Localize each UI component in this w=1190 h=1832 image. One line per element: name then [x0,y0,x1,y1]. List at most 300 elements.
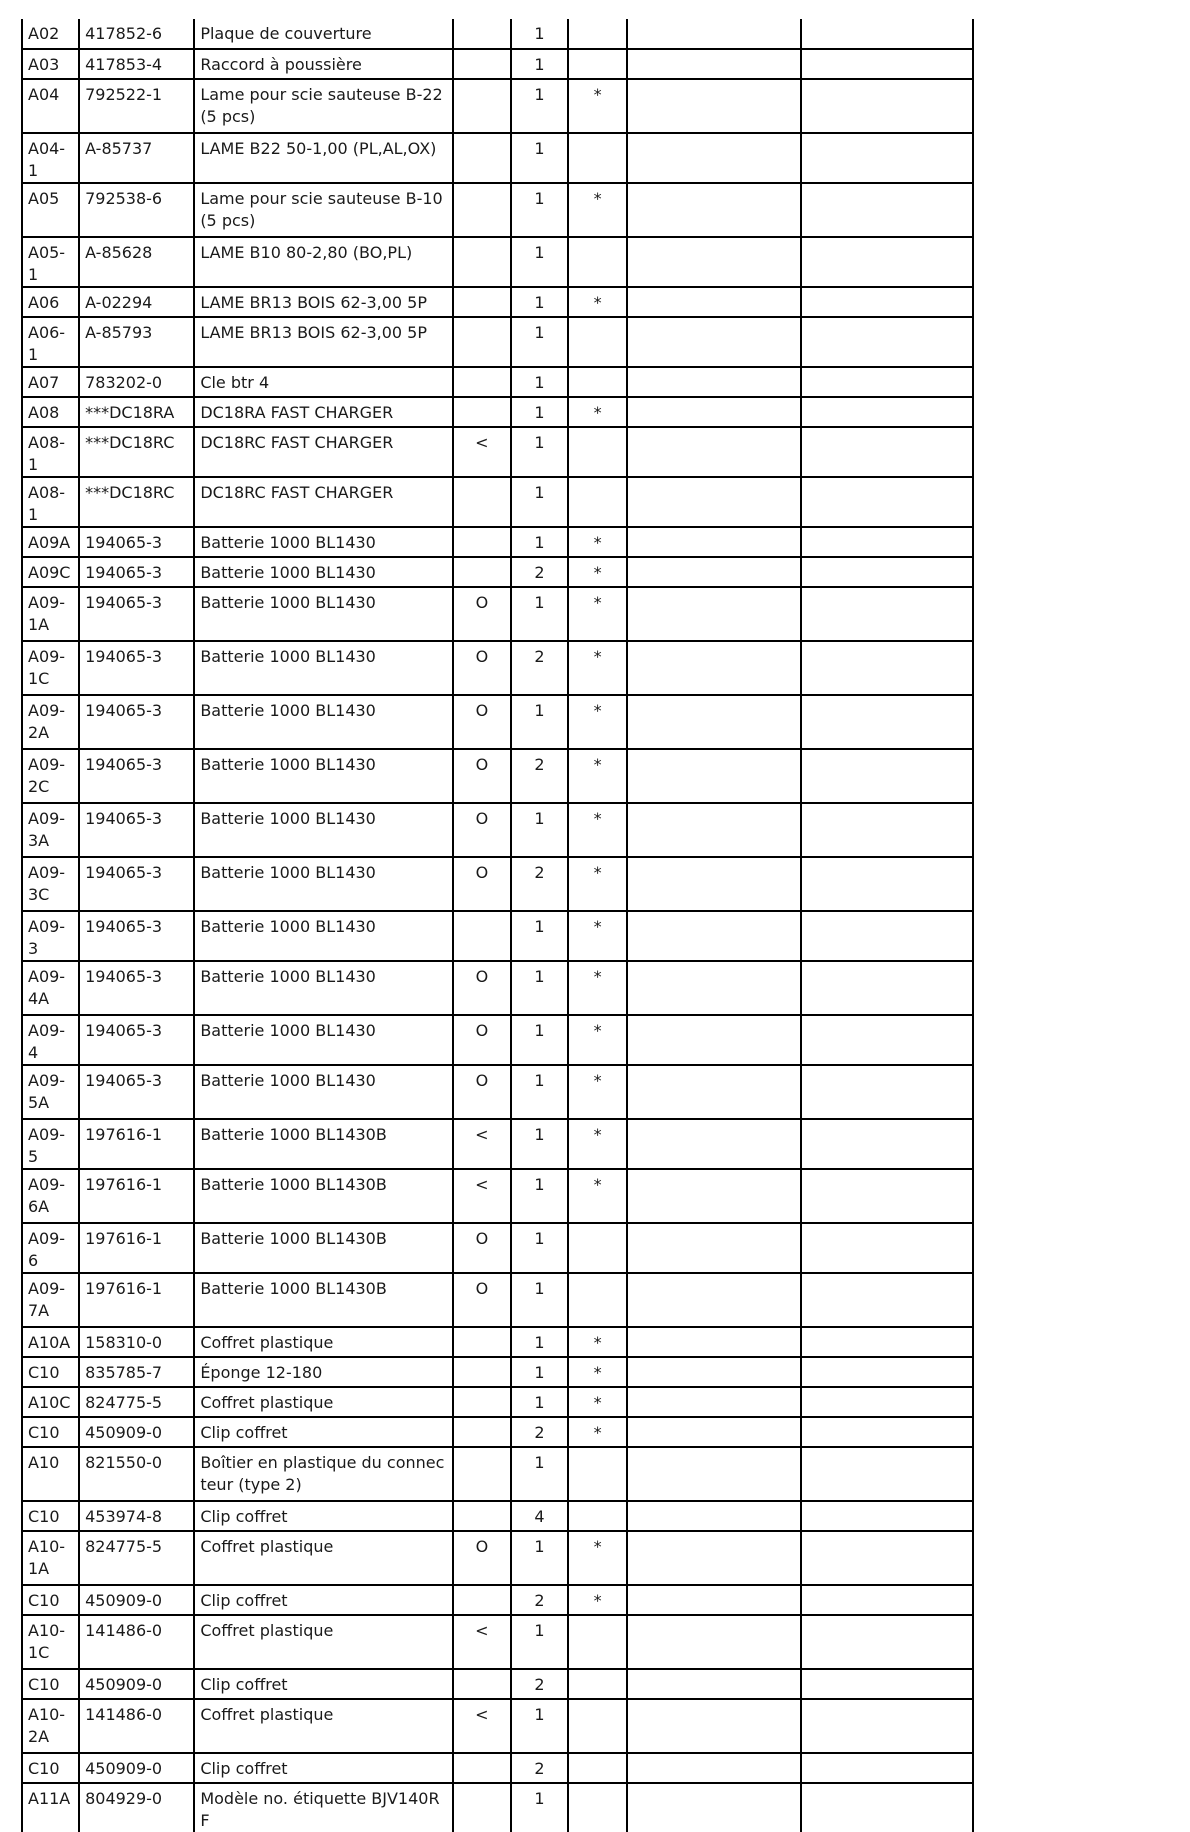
table-row [22,557,973,587]
item-ref-cell: A09-3A [22,803,79,857]
asterisk-cell [568,1699,627,1753]
asterisk-cell [568,1501,627,1531]
quantity-cell: 4 [511,1501,568,1531]
description-cell: Batterie 1000 BL1430 [194,527,452,557]
empty-cell [801,79,973,133]
item-ref-cell: A09-5 [22,1119,79,1169]
asterisk-cell: * [568,961,627,1015]
item-ref-cell: A08-1 [22,427,79,477]
part-number-cell: 417853-4 [79,49,194,79]
quantity-cell: 1 [511,477,568,527]
asterisk-cell: * [568,1015,627,1065]
marker-cell [453,317,511,367]
description-cell: Clip coffret [194,1585,452,1615]
table-row [22,1753,973,1783]
quantity-cell: 1 [511,1327,568,1357]
quantity-cell: 2 [511,557,568,587]
marker-cell [453,1501,511,1531]
item-ref-cell: A09-2C [22,749,79,803]
quantity-cell: 1 [511,1615,568,1669]
empty-cell [801,641,973,695]
item-ref-cell: A06-1 [22,317,79,367]
quantity-cell: 1 [511,79,568,133]
empty-cell [801,527,973,557]
quantity-cell: 2 [511,1669,568,1699]
table-row [22,641,973,695]
part-number-cell: 194065-3 [79,749,194,803]
empty-cell [627,1065,800,1119]
quantity-cell: 1 [511,527,568,557]
empty-cell [627,557,800,587]
quantity-cell: 2 [511,641,568,695]
table-row [22,237,973,287]
item-ref-cell: A09-3C [22,857,79,911]
marker-cell [453,1417,511,1447]
asterisk-cell: * [568,287,627,317]
description-cell: Batterie 1000 BL1430 [194,749,452,803]
part-number-cell: 783202-0 [79,367,194,397]
quantity-cell: 1 [511,1273,568,1327]
description-cell: Cle btr 4 [194,367,452,397]
empty-cell [801,19,973,49]
part-number-cell: ***DC18RA [79,397,194,427]
asterisk-cell: * [568,397,627,427]
item-ref-cell: A03 [22,49,79,79]
part-number-cell: 197616-1 [79,1223,194,1273]
empty-cell [627,911,800,961]
empty-cell [627,317,800,367]
marker-cell [453,557,511,587]
table-row [22,1015,973,1065]
asterisk-cell: * [568,1417,627,1447]
description-cell: Batterie 1000 BL1430 [194,641,452,695]
empty-cell [627,1273,800,1327]
asterisk-cell: * [568,1327,627,1357]
part-number-cell: 197616-1 [79,1273,194,1327]
quantity-cell: 2 [511,857,568,911]
item-ref-cell: A02 [22,19,79,49]
empty-cell [801,1387,973,1417]
empty-cell [627,961,800,1015]
empty-cell [801,857,973,911]
empty-cell [627,1119,800,1169]
description-cell: Clip coffret [194,1669,452,1699]
quantity-cell: 2 [511,1417,568,1447]
quantity-cell: 1 [511,587,568,641]
empty-cell [627,527,800,557]
marker-cell: < [453,1169,511,1223]
marker-cell [453,1447,511,1501]
marker-cell: < [453,1119,511,1169]
asterisk-cell [568,49,627,79]
empty-cell [627,1327,800,1357]
empty-cell [627,1669,800,1699]
empty-cell [627,133,800,183]
table-row [22,527,973,557]
empty-cell [801,133,973,183]
quantity-cell: 1 [511,19,568,49]
part-number-cell: 821550-0 [79,1447,194,1501]
quantity-cell: 1 [511,1387,568,1417]
table-row [22,1699,973,1753]
quantity-cell: 1 [511,397,568,427]
quantity-cell: 1 [511,1065,568,1119]
description-cell: Raccord à poussière [194,49,452,79]
empty-cell [801,477,973,527]
table-row [22,477,973,527]
table-row [22,1531,973,1585]
description-cell: Boîtier en plastique du connecteur (type 2) [194,1447,452,1501]
marker-cell: O [453,749,511,803]
table-row [22,695,973,749]
marker-cell: O [453,857,511,911]
quantity-cell: 1 [511,287,568,317]
marker-cell: O [453,587,511,641]
asterisk-cell [568,477,627,527]
asterisk-cell [568,237,627,287]
table-row [22,587,973,641]
quantity-cell: 1 [511,1223,568,1273]
asterisk-cell: * [568,641,627,695]
description-cell: Batterie 1000 BL1430 [194,1065,452,1119]
item-ref-cell: C10 [22,1501,79,1531]
asterisk-cell: * [568,803,627,857]
description-cell: Coffret plastique [194,1327,452,1357]
description-cell: Batterie 1000 BL1430 [194,911,452,961]
empty-cell [801,1699,973,1753]
item-ref-cell: A09-6A [22,1169,79,1223]
asterisk-cell [568,133,627,183]
marker-cell [453,367,511,397]
marker-cell [453,133,511,183]
description-cell: Coffret plastique [194,1531,452,1585]
part-number-cell: 194065-3 [79,527,194,557]
asterisk-cell [568,427,627,477]
empty-cell [801,49,973,79]
description-cell: Clip coffret [194,1753,452,1783]
empty-cell [801,1447,973,1501]
empty-cell [801,287,973,317]
asterisk-cell: * [568,183,627,237]
table-row [22,1065,973,1119]
empty-cell [627,1015,800,1065]
table-row [22,1669,973,1699]
item-ref-cell: A08 [22,397,79,427]
table-row [22,427,973,477]
quantity-cell: 1 [511,961,568,1015]
description-cell: Batterie 1000 BL1430B [194,1119,452,1169]
item-ref-cell: A09C [22,557,79,587]
table-row [22,1273,973,1327]
table-row [22,1223,973,1273]
quantity-cell: 1 [511,1119,568,1169]
empty-cell [801,1015,973,1065]
empty-cell [801,183,973,237]
description-cell: Batterie 1000 BL1430 [194,587,452,641]
empty-cell [801,1065,973,1119]
quantity-cell: 1 [511,1015,568,1065]
empty-cell [627,1585,800,1615]
asterisk-cell: * [568,1119,627,1169]
empty-cell [627,183,800,237]
marker-cell [453,527,511,557]
part-number-cell: 453974-8 [79,1501,194,1531]
empty-cell [801,695,973,749]
empty-cell [801,1615,973,1669]
quantity-cell: 1 [511,1531,568,1585]
description-cell: Batterie 1000 BL1430 [194,961,452,1015]
part-number-cell: A-85793 [79,317,194,367]
marker-cell: O [453,695,511,749]
quantity-cell: 1 [511,1357,568,1387]
quantity-cell: 1 [511,1169,568,1223]
marker-cell [453,1669,511,1699]
quantity-cell: 1 [511,695,568,749]
asterisk-cell: * [568,1585,627,1615]
table-row [22,1585,973,1615]
asterisk-cell [568,317,627,367]
part-number-cell: 824775-5 [79,1387,194,1417]
table-row [22,183,973,237]
description-cell: Clip coffret [194,1501,452,1531]
empty-cell [627,237,800,287]
description-cell: Coffret plastique [194,1615,452,1669]
marker-cell: < [453,1699,511,1753]
asterisk-cell [568,19,627,49]
quantity-cell: 1 [511,427,568,477]
part-number-cell: 194065-3 [79,557,194,587]
empty-cell [627,587,800,641]
empty-cell [627,1501,800,1531]
quantity-cell: 1 [511,183,568,237]
part-number-cell: 792522-1 [79,79,194,133]
empty-cell [801,1753,973,1783]
quantity-cell: 1 [511,1783,568,1832]
marker-cell [453,183,511,237]
asterisk-cell: * [568,1169,627,1223]
empty-cell [627,695,800,749]
table-row [22,1387,973,1417]
quantity-cell: 1 [511,803,568,857]
asterisk-cell [568,1615,627,1669]
description-cell: LAME BR13 BOIS 62-3,00 5P [194,317,452,367]
quantity-cell: 2 [511,1585,568,1615]
marker-cell [453,1387,511,1417]
part-number-cell: ***DC18RC [79,427,194,477]
part-number-cell: 194065-3 [79,857,194,911]
empty-cell [801,1223,973,1273]
table-row [22,49,973,79]
part-number-cell: 417852-6 [79,19,194,49]
quantity-cell: 1 [511,49,568,79]
table-row [22,367,973,397]
item-ref-cell: A10A [22,1327,79,1357]
description-cell: Batterie 1000 BL1430B [194,1223,452,1273]
part-number-cell: 194065-3 [79,803,194,857]
quantity-cell: 1 [511,237,568,287]
description-cell: Batterie 1000 BL1430B [194,1169,452,1223]
marker-cell [453,19,511,49]
quantity-cell: 1 [511,367,568,397]
empty-cell [801,237,973,287]
item-ref-cell: A10 [22,1447,79,1501]
empty-cell [627,1615,800,1669]
marker-cell [453,911,511,961]
asterisk-cell: * [568,527,627,557]
item-ref-cell: A08-1 [22,477,79,527]
item-ref-cell: A09A [22,527,79,557]
table-row [22,397,973,427]
table-row [22,1119,973,1169]
item-ref-cell: A09-4A [22,961,79,1015]
item-ref-cell: A07 [22,367,79,397]
description-cell: Batterie 1000 BL1430 [194,557,452,587]
empty-cell [801,367,973,397]
quantity-cell: 1 [511,317,568,367]
marker-cell: O [453,1223,511,1273]
part-number-cell: 194065-3 [79,911,194,961]
asterisk-cell: * [568,1387,627,1417]
part-number-cell: 450909-0 [79,1417,194,1447]
empty-cell [627,749,800,803]
item-ref-cell: A05-1 [22,237,79,287]
description-cell: DC18RC FAST CHARGER [194,427,452,477]
empty-cell [627,367,800,397]
item-ref-cell: A09-1C [22,641,79,695]
marker-cell [453,1783,511,1832]
empty-cell [627,1699,800,1753]
marker-cell [453,397,511,427]
part-number-cell: 824775-5 [79,1531,194,1585]
part-number-cell: 141486-0 [79,1615,194,1669]
description-cell: Batterie 1000 BL1430 [194,695,452,749]
description-cell: Batterie 1000 BL1430B [194,1273,452,1327]
table-row [22,317,973,367]
part-number-cell: 194065-3 [79,1015,194,1065]
part-number-cell: ***DC18RC [79,477,194,527]
quantity-cell: 1 [511,133,568,183]
description-cell: Coffret plastique [194,1699,452,1753]
marker-cell [453,1327,511,1357]
item-ref-cell: A09-6 [22,1223,79,1273]
empty-cell [801,1669,973,1699]
marker-cell [453,237,511,287]
marker-cell: O [453,1531,511,1585]
empty-cell [801,961,973,1015]
asterisk-cell: * [568,911,627,961]
empty-cell [627,19,800,49]
empty-cell [801,1357,973,1387]
marker-cell: O [453,1065,511,1119]
asterisk-cell: * [568,1065,627,1119]
marker-cell: O [453,641,511,695]
asterisk-cell: * [568,79,627,133]
item-ref-cell: A04 [22,79,79,133]
part-number-cell: A-85737 [79,133,194,183]
table-row [22,911,973,961]
asterisk-cell: * [568,857,627,911]
quantity-cell: 2 [511,1753,568,1783]
empty-cell [627,427,800,477]
item-ref-cell: A09-5A [22,1065,79,1119]
empty-cell [627,1531,800,1585]
empty-cell [627,397,800,427]
asterisk-cell [568,1273,627,1327]
item-ref-cell: C10 [22,1669,79,1699]
description-cell: Batterie 1000 BL1430 [194,803,452,857]
part-number-cell: 804929-0 [79,1783,194,1832]
marker-cell: < [453,427,511,477]
empty-cell [801,1169,973,1223]
marker-cell [453,1357,511,1387]
table-row [22,1447,973,1501]
asterisk-cell [568,1669,627,1699]
empty-cell [627,49,800,79]
table-row [22,79,973,133]
description-cell: LAME B10 80-2,80 (BO,PL) [194,237,452,287]
table-row [22,803,973,857]
description-cell: Batterie 1000 BL1430 [194,1015,452,1065]
empty-cell [627,1357,800,1387]
part-number-cell: 792538-6 [79,183,194,237]
asterisk-cell: * [568,587,627,641]
table-row [22,1615,973,1669]
empty-cell [801,1585,973,1615]
item-ref-cell: A11A [22,1783,79,1832]
marker-cell [453,1753,511,1783]
table-row [22,749,973,803]
empty-cell [627,1417,800,1447]
table-row [22,287,973,317]
marker-cell: < [453,1615,511,1669]
table-row [22,1783,973,1832]
part-number-cell: 835785-7 [79,1357,194,1387]
parts-table-body [22,19,973,1832]
part-number-cell: 194065-3 [79,695,194,749]
marker-cell: O [453,803,511,857]
empty-cell [801,587,973,641]
description-cell: LAME B22 50-1,00 (PL,AL,OX) [194,133,452,183]
empty-cell [627,287,800,317]
empty-cell [801,1501,973,1531]
description-cell: Clip coffret [194,1417,452,1447]
empty-cell [627,1753,800,1783]
description-cell: LAME BR13 BOIS 62-3,00 5P [194,287,452,317]
quantity-cell: 1 [511,1447,568,1501]
asterisk-cell: * [568,1531,627,1585]
part-number-cell: 450909-0 [79,1753,194,1783]
table-row [22,133,973,183]
empty-cell [801,1783,973,1832]
empty-cell [801,1327,973,1357]
part-number-cell: 194065-3 [79,641,194,695]
description-cell: DC18RC FAST CHARGER [194,477,452,527]
description-cell: Modèle no. étiquette BJV140RF [194,1783,452,1832]
asterisk-cell [568,1223,627,1273]
empty-cell [627,641,800,695]
item-ref-cell: A06 [22,287,79,317]
empty-cell [627,1169,800,1223]
asterisk-cell [568,1783,627,1832]
table-row [22,1417,973,1447]
part-number-cell: 158310-0 [79,1327,194,1357]
part-number-cell: 194065-3 [79,961,194,1015]
marker-cell: O [453,961,511,1015]
part-number-cell: A-02294 [79,287,194,317]
empty-cell [627,477,800,527]
table-row [22,1501,973,1531]
description-cell: Éponge 12-180 [194,1357,452,1387]
